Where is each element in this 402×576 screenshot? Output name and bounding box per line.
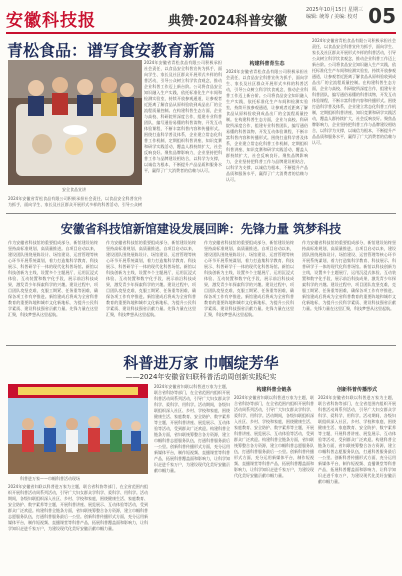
section-title: 典赞·2024科普安徽 <box>168 14 288 29</box>
article1-lead-text: 2024年安徽省青松食品有限公司积极承担社会责任，以食品安全科普宣传为抓手，面向学生、家长及社区群众开展形式多样的科普活动，引导公众树 <box>8 196 142 207</box>
article2-body-3: 作为安徽省科技馆的重要组成部分，新馆建设始终坚持高标准规划、高质量推进。自项目启动以来，建设团队围绕展陈设计、场馆建设、运营管理等核心环节开展系统谋划，着力打造集科学教育、科技展示、科普研学于一体的现代化科普场馆。新馆以科技创新为主线，设置多个主题展厅，运用沉浸式体验、互动装置和数字化手段，展示前沿科技成果，激发青少年探索科学的兴趣。建设过程中，项目团队攻坚克难，克服工期紧、任务重等困难，确保各项工作有序推进。新馆建成后将成为全省科普教育的重要阵地和城市文化新地标，为提升公民科学素质、建设科技强省贡献力量。先锋力量在这里汇聚，科技梦想从这里起航。 <box>204 240 294 317</box>
article3-kicker: ——2024年安徽省妇联科普活动周创新实践纪实 <box>125 373 277 381</box>
article2-body-2: 作为安徽省科技馆的重要组成部分，新馆建设始终坚持高标准规划、高质量推进。自项目启动以来，建设团队围绕展陈设计、场馆建设、运营管理等核心环节开展系统谋划，着力打造集科学教育、科技展示、科普研学于一体的现代化科普场馆。新馆以科技创新为主线，设置多个主题展厅，运用沉浸式体验、互动装置和数字化手段，展示前沿科技成果，激发青少年探索科学的兴趣。建设过程中，项目团队攻坚克难，克服工期紧、任务重等困难，确保各项工作有序推进。新馆建成后将成为全省科普教育的重要阵地和城市文化新地标，为提升公民科学素质、建设科技强省贡献力量。先锋力量在这里汇聚，科技梦想从这里起航。 <box>106 240 196 317</box>
article1-caption: 安全食品宣讲 <box>62 187 86 192</box>
article1-title: 青松食品：谱写食安教育新篇 <box>6 41 215 60</box>
article3-caption: 科普进万家——巾帼科普活动现场 <box>20 476 80 481</box>
article1-body-3: 2024年安徽省青松食品有限公司积极承担社会责任，以食品安全科普宣传为抓手，面向学生、家长及社区群众开展形式多样的科普活动，引导公众树立科学饮食观念，推动企业科普工作迈上新台阶。公司将食品安全知识融入生产实践，依托标准化生产车间和检测实验室，持续开放参观通道，让参观者近距离了解食品从原料验收到成品出厂的全流程质量控制。在构建科普生态方面，企业与高校、科研院所深度合作，组建专业科普团队，编写通俗易懂的科普读物，开发互动体验课程，不断丰富科普内容和传播形式。围绕打造科学普及体系，企业建立常态化科普工作机制，定期组织科普讲座、知识竞赛和研学实践活动，覆盖人群持续扩大，社会反响良好。聚焦品牌影响力，企业坚持把科普工作与品牌建设相结合，以科学为支撑，以诚信为根本，不断提升产品品质和服务水平，赢得了广大消费者的信赖与认可。 <box>312 38 396 145</box>
article2-col3 <box>204 240 294 340</box>
article3-subhead-2: 创新科普传播形式 <box>336 387 377 393</box>
newspaper-brand: 安徽科技报 <box>6 11 96 31</box>
article3-body-2: 2024年安徽省妇联以科普进万家为主题，联合省科协等部门，在全省范围内组织开展科普活动周系列活动，引导广大妇女群众学科学、爱科学、用科学。活动期间，各级妇联组织深入社区、乡村、学校和家庭，围绕健康生活、家庭教育、安全防护、数字素养等主题，开展科普讲座、展览展示、互动体验等活动，受到群众广泛欢迎。构建科普全链条方面，省妇联统筹整合各方资源，建立巾帼科普志愿服务队伍，打通科普服务最后一公里。创新科普传播形式方面，充分运用新媒体平台，制作短视频、直播课堂等科普产品，拓展科普覆盖面和影响力，让科学知识走进千家万户，为建设现代化美好安徽贡献巾帼力量。 <box>154 384 230 473</box>
article3-title: 科普进万家 巾帼绽芳华 <box>123 354 279 372</box>
article1-col2 <box>226 60 308 208</box>
masthead <box>6 4 396 32</box>
article1-body-2: 2024年安徽省青松食品有限公司积极承担社会责任，以食品安全科普宣传为抓手，面向学生、家长及社区群众开展形式多样的科普活动，引导公众树立科学饮食观念，推动企业科普工作迈上新台阶。公司将食品安全知识融入生产实践，依托标准化生产车间和检测实验室，持续开放参观通道，让参观者近距离了解食品从原料验收到成品出厂的全流程质量控制。在构建科普生态方面，企业与高校、科研院所深度合作，组建专业科普团队，编写通俗易懂的科普读物，开发互动体验课程，不断丰富科普内容和传播形式。围绕打造科学普及体系，企业建立常态化科普工作机制，定期组织科普讲座、知识竞赛和研学实践活动，覆盖人群持续扩大，社会反响良好。聚焦品牌影响力，企业坚持把科普工作与品牌建设相结合，以科学为支撑，以诚信为根本，不断提升产品品质和服务水平，赢得了广大消费者的信赖与认可。 <box>226 69 308 182</box>
article3-body-3: 2024年安徽省妇联以科普进万家为主题，联合省科协等部门，在全省范围内组织开展科普活动周系列活动，引导广大妇女群众学科学、爱科学、用科学。活动期间，各级妇联组织深入社区、乡村、学校和家庭，围绕健康生活、家庭教育、安全防护、数字素养等主题，开展科普讲座、展览展示、互动体验等活动，受到群众广泛欢迎。构建科普全链条方面，省妇联统筹整合各方资源，建立巾帼科普志愿服务队伍，打通科普服务最后一公里。创新科普传播形式方面，充分运用新媒体平台，制作短视频、直播课堂等科普产品，拓展科普覆盖面和影响力，让科学知识走进千家万户，为建设现代化美好安徽贡献巾帼力量。 <box>234 395 314 478</box>
article1-body-1: 2024年安徽省青松食品有限公司积极承担社会责任，以食品安全科普宣传为抓手，面向学生、家长及社区群众开展形式多样的科普活动，引导公众树立科学饮食观念，推动企业科普工作迈上新台阶。公司将食品安全知识融入生产实践，依托标准化生产车间和检测实验室，持续开放参观通道，让参观者近距离了解食品从原料验收到成品出厂的全流程质量控制。在构建科普生态方面，企业与高校、科研院所深度合作，组建专业科普团队，编写通俗易懂的科普读物，开发互动体验课程，不断丰富科普内容和传播形式。围绕打造科学普及体系，企业建立常态化科普工作机制，定期组织科普讲座、知识竞赛和研学实践活动，覆盖人群持续扩大，社会反响良好。聚焦品牌影响力，企业坚持把科普工作与品牌建设相结合，以科学为支撑，以诚信为根本，不断提升产品品质和服务水平，赢得了广大消费者的信赖与认可。 <box>144 60 222 173</box>
article2-col4 <box>302 240 396 340</box>
women-science-event-photo <box>8 384 148 474</box>
article1-lead <box>8 196 142 208</box>
article2-col2 <box>106 240 196 340</box>
article1-subhead-1: 构建科普育生态 <box>249 61 285 67</box>
issue-date: 2025年10月15日 星期三 <box>306 7 364 13</box>
article2-title: 安徽省科技馆新馆建设发展回眸：先锋力量 筑梦科技 <box>60 222 342 236</box>
article1-photo <box>8 60 142 185</box>
article1-col3 <box>312 38 396 208</box>
article2-col1 <box>8 240 98 340</box>
article3-subhead-1: 构建科普全链条 <box>256 387 292 393</box>
article1-col1 <box>144 60 222 208</box>
article2-body-1: 作为安徽省科技馆的重要组成部分，新馆建设始终坚持高标准规划、高质量推进。自项目启动以来，建设团队围绕展陈设计、场馆建设、运营管理等核心环节开展系统谋划，着力打造集科学教育、科技展示、科普研学于一体的现代化科普场馆。新馆以科技创新为主线，设置多个主题展厅，运用沉浸式体验、互动装置和数字化手段，展示前沿科技成果，激发青少年探索科学的兴趣。建设过程中，项目团队攻坚克难，克服工期紧、任务重等困难，确保各项工作有序推进。新馆建成后将成为全省科普教育的重要阵地和城市文化新地标，为提升公民科学素质、建设科技强省贡献力量。先锋力量在这里汇聚，科技梦想从这里起航。 <box>8 240 98 317</box>
article2-body-4: 作为安徽省科技馆的重要组成部分，新馆建设始终坚持高标准规划、高质量推进。自项目启动以来，建设团队围绕展陈设计、场馆建设、运营管理等核心环节开展系统谋划，着力打造集科学教育、科技展示、科普研学于一体的现代化科普场馆。新馆以科技创新为主线，设置多个主题展厅，运用沉浸式体验、互动装置和数字化手段，展示前沿科技成果，激发青少年探索科学的兴趣。建设过程中，项目团队攻坚克难，克服工期紧、任务重等困难，确保各项工作有序推进。新馆建成后将成为全省科普教育的重要阵地和城市文化新地标，为提升公民科学素质、建设科技强省贡献力量。先锋力量在这里汇聚，科技梦想从这里起航。 <box>302 240 396 311</box>
divider-2 <box>6 345 396 346</box>
page-number: 05 <box>368 4 396 28</box>
food-safety-photo <box>8 60 142 185</box>
article3-col4 <box>318 384 396 570</box>
issue-meta <box>306 7 363 21</box>
article3-photo <box>8 384 148 474</box>
article3-col1 <box>8 484 148 570</box>
divider-1 <box>6 213 396 214</box>
issue-editor: 编辑: 统筹 / 美编: 校对 <box>306 14 358 20</box>
article3-col2 <box>154 384 230 570</box>
article3-body-4: 2024年安徽省妇联以科普进万家为主题，联合省科协等部门，在全省范围内组织开展科普活动周系列活动，引导广大妇女群众学科学、爱科学、用科学。活动期间，各级妇联组织深入社区、乡村、学校和家庭，围绕健康生活、家庭教育、安全防护、数字素养等主题，开展科普讲座、展览展示、互动体验等活动，受到群众广泛欢迎。构建科普全链条方面，省妇联统筹整合各方资源，建立巾帼科普志愿服务队伍，打通科普服务最后一公里。创新科普传播形式方面，充分运用新媒体平台，制作短视频、直播课堂等科普产品，拓展科普覆盖面和影响力，让科学知识走进千家万户，为建设现代化美好安徽贡献巾帼力量。 <box>318 395 396 484</box>
article3-col3 <box>234 384 314 570</box>
article3-body-1: 2024年安徽省妇联以科普进万家为主题，联合省科协等部门，在全省范围内组织开展科普活动周系列活动，引导广大妇女群众学科学、爱科学、用科学。活动期间，各级妇联组织深入社区、乡村、学校和家庭，围绕健康生活、家庭教育、安全防护、数字素养等主题，开展科普讲座、展览展示、互动体验等活动，受到群众广泛欢迎。构建科普全链条方面，省妇联统筹整合各方资源，建立巾帼科普志愿服务队伍，打通科普服务最后一公里。创新科普传播形式方面，充分运用新媒体平台，制作短视频、直播课堂等科普产品，拓展科普覆盖面和影响力，让科学知识走进千家万户，为建设现代化美好安徽贡献巾帼力量。 <box>8 484 148 531</box>
header-rule <box>6 32 396 34</box>
